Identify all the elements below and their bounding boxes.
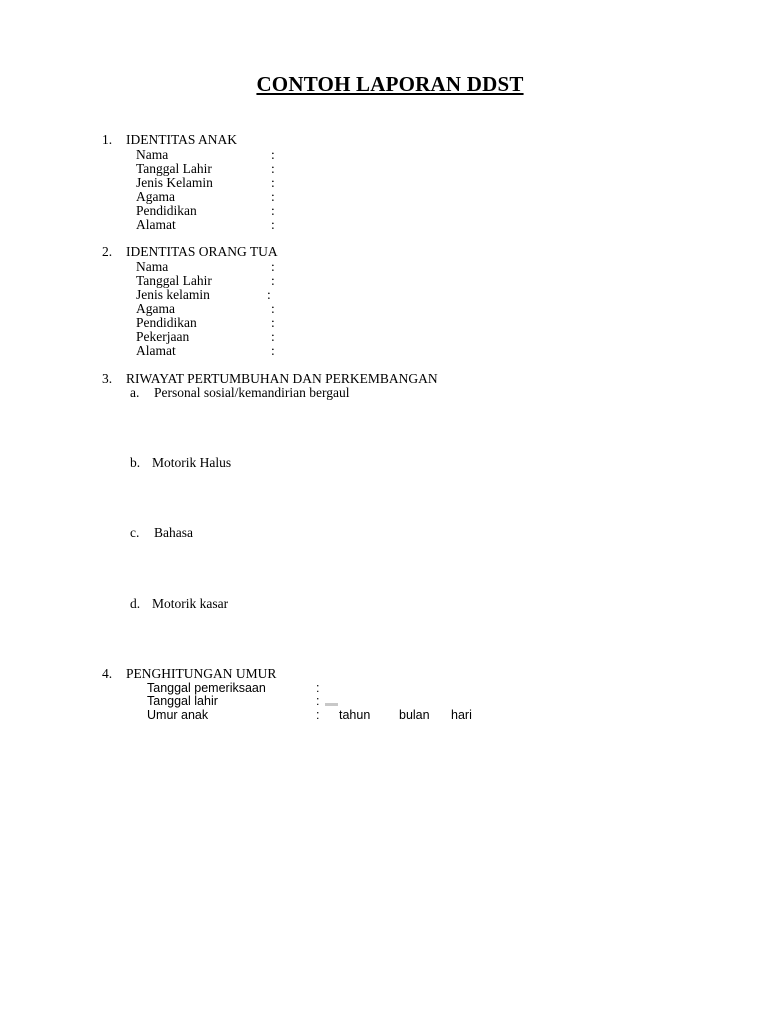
field-label: Tanggal lahir — [147, 694, 218, 708]
field-label: Alamat — [136, 217, 176, 232]
field-label: Tanggal Lahir — [136, 161, 212, 176]
field-label: Nama — [136, 147, 169, 162]
section-4-number: 4. — [102, 666, 113, 681]
section-1-number: 1. — [102, 132, 113, 147]
field-label: Agama — [136, 189, 175, 204]
section-3-number: 3. — [102, 371, 113, 386]
item-letter: c. — [130, 525, 140, 540]
field-label: Tanggal Lahir — [136, 273, 212, 288]
item-letter: b. — [130, 455, 141, 470]
field-colon: : — [316, 694, 320, 708]
item-label: Motorik Halus — [152, 455, 232, 470]
field-colon: : — [267, 287, 271, 302]
document-title: CONTOH LAPORAN DDST — [256, 72, 524, 96]
field-colon: : — [271, 301, 275, 316]
item-label: Bahasa — [154, 525, 193, 540]
field-colon: : — [271, 203, 275, 218]
field-colon: : — [271, 147, 275, 162]
item-letter: d. — [130, 596, 141, 611]
field-label: Nama — [136, 259, 169, 274]
item-letter: a. — [130, 385, 140, 400]
field-colon: : — [271, 315, 275, 330]
field-colon: : — [316, 681, 320, 695]
field-label: Agama — [136, 301, 175, 316]
field-colon: : — [271, 329, 275, 344]
section-3-heading: RIWAYAT PERTUMBUHAN DAN PERKEMBANGAN — [126, 371, 438, 386]
field-colon: : — [271, 189, 275, 204]
field-colon: : — [271, 259, 275, 274]
item-label: Motorik kasar — [152, 596, 229, 611]
empty-field-mark — [325, 703, 338, 706]
field-label: Tanggal pemeriksaan — [147, 681, 266, 695]
field-label: Jenis Kelamin — [136, 175, 213, 190]
unit-years: tahun — [339, 708, 371, 722]
unit-months: bulan — [399, 708, 430, 722]
item-label: Personal sosial/kemandirian bergaul — [154, 385, 350, 400]
unit-days: hari — [451, 708, 472, 722]
section-1-heading: IDENTITAS ANAK — [126, 132, 238, 147]
field-label: Jenis kelamin — [136, 287, 210, 302]
field-colon: : — [271, 343, 275, 358]
section-4-heading: PENGHITUNGAN UMUR — [126, 666, 277, 681]
field-label: Pendidikan — [136, 315, 197, 330]
field-colon: : — [271, 273, 275, 288]
field-label: Umur anak — [147, 708, 209, 722]
section-2-number: 2. — [102, 244, 113, 259]
field-label: Alamat — [136, 343, 176, 358]
field-colon: : — [271, 161, 275, 176]
field-label: Pendidikan — [136, 203, 197, 218]
field-label: Pekerjaan — [136, 329, 190, 344]
field-colon: : — [271, 175, 275, 190]
field-colon: : — [271, 217, 275, 232]
field-colon: : — [316, 708, 320, 722]
section-2-heading: IDENTITAS ORANG TUA — [126, 244, 278, 259]
